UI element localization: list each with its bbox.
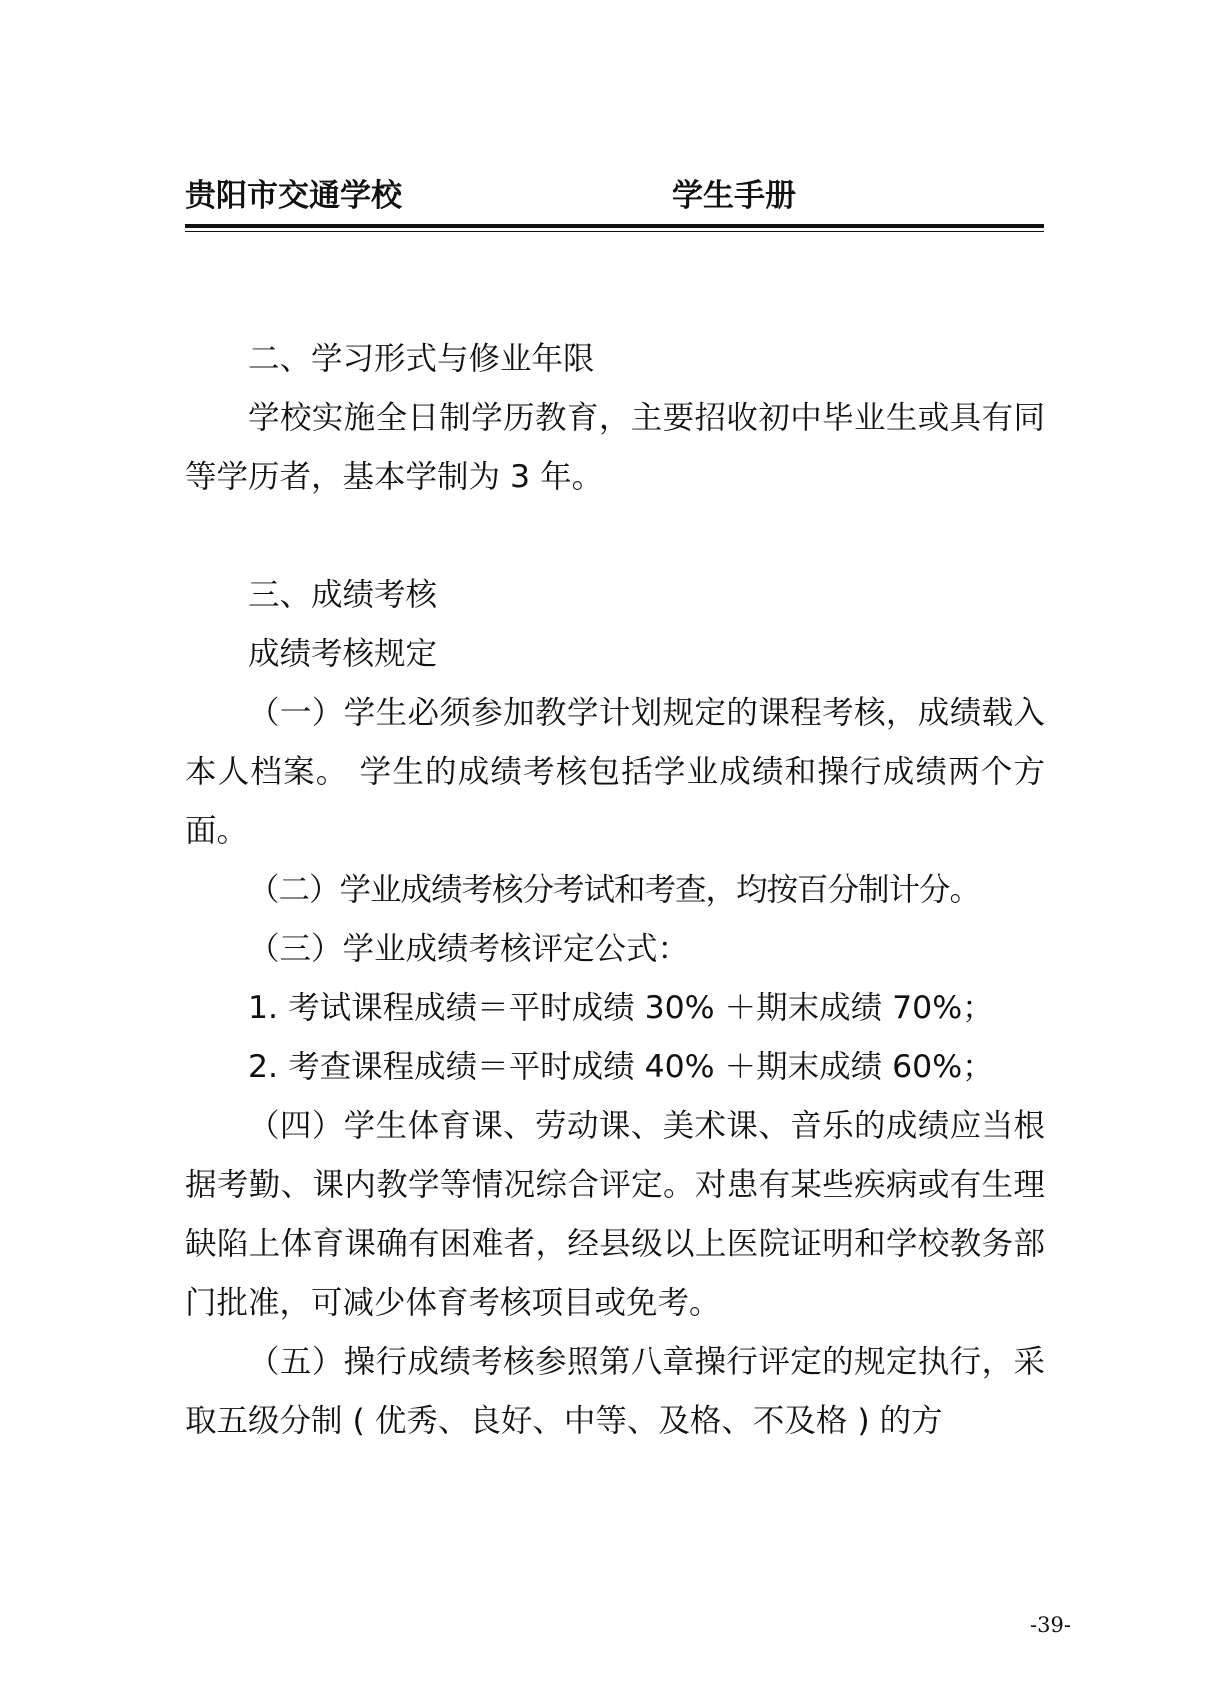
main-content [185, 330, 1045, 1451]
formula-line: 2. 考查课程成绩＝平时成绩 40% ＋期末成绩 60%； [248, 1049, 994, 1085]
paragraph-spacer [185, 507, 1045, 566]
paragraph: （一）学生必须参加教学计划规定的课程考核，成绩载入本人档案。 学生的成绩考核包括学业成绩和操行成绩两个方面。 [185, 695, 1045, 849]
paragraph: 学校实施全日制学历教育，主要招收初中毕业生或具有同等学历者，基本学制为 3 年。 [185, 400, 1045, 495]
section-heading: 三、成绩考核 [248, 577, 438, 613]
page-number: -39- [1030, 1613, 1071, 1637]
section-heading: 二、学习形式与修业年限 [248, 341, 595, 377]
paragraph: （五）操行成绩考核参照第八章操行评定的规定执行，采取五级分制 ( 优秀、良好、中等、及格、不及格 ) 的方 [185, 1344, 1045, 1439]
section-subheading: 成绩考核规定 [248, 636, 438, 672]
paragraph: （二）学业成绩考核分考试和考查，均按百分制计分。 [248, 872, 981, 908]
header-school-name: 贵阳市交通学校 [185, 178, 402, 214]
header-rule-thick [185, 224, 1044, 228]
paragraph: （三）学业成绩考核评定公式： [248, 931, 690, 967]
header-rule-thin [185, 231, 1044, 232]
header-handbook-title: 学生手册 [672, 178, 796, 214]
formula-line: 1. 考试课程成绩＝平时成绩 30% ＋期末成绩 70%； [248, 990, 994, 1026]
paragraph: （四）学生体育课、劳动课、美术课、音乐的成绩应当根据考勤、课内教学等情况综合评定。对患有某些疾病或有生理缺陷上体育课确有困难者，经县级以上医院证明和学校教务部门批准，可减少体育考核项目或免考。 [185, 1108, 1045, 1321]
